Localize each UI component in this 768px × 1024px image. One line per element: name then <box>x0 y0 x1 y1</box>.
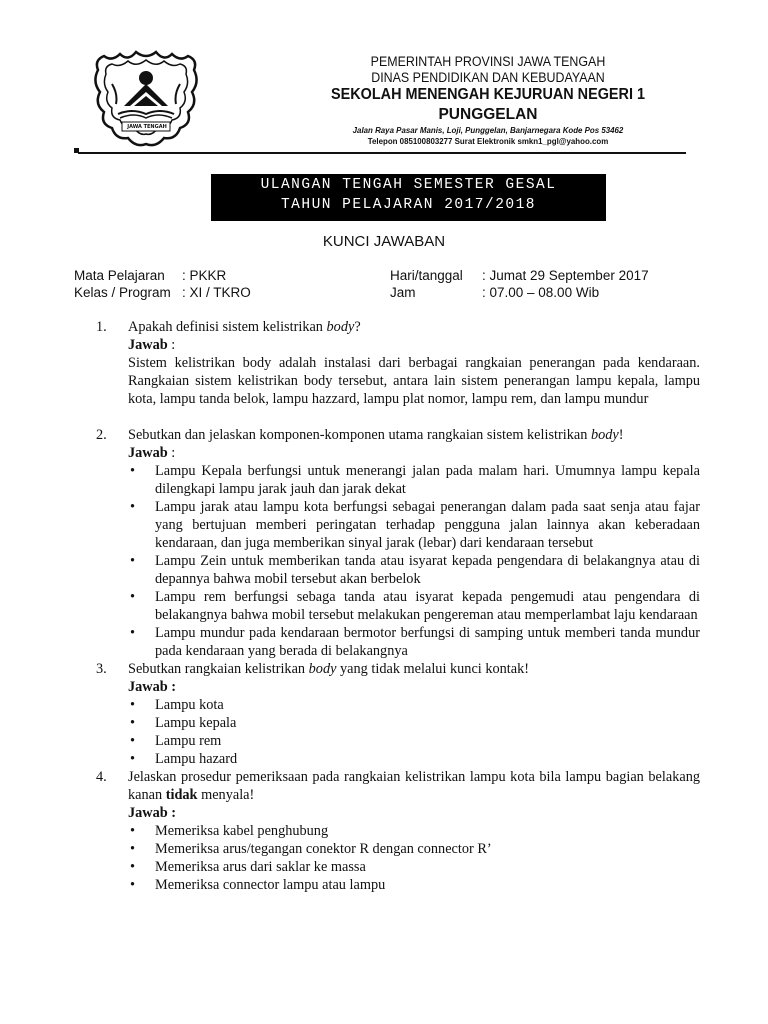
answer-bullet: • Memeriksa connector lampu atau lampu <box>128 876 700 894</box>
exam-title-box <box>211 174 606 221</box>
day-date-label: Hari/tanggal <box>390 268 463 283</box>
answer-bullet: • Memeriksa arus dari saklar ke massa <box>128 858 700 876</box>
question-text <box>128 768 700 804</box>
question-emphasis: body <box>308 661 337 677</box>
school-address: Jalan Raya Pasar Manis, Loji, Punggelan, Banjarnegara Kode Pos 53462 <box>352 125 624 135</box>
question-text <box>128 426 700 444</box>
answer-bullet: • Lampu kota <box>128 696 700 714</box>
question-number: 1. <box>96 319 107 335</box>
question-text-part: menyala! <box>197 787 255 803</box>
answer-bullet: • Lampu hazard <box>128 750 700 768</box>
provincial-crest-logo <box>90 48 202 152</box>
answer-bullet-list <box>128 462 700 660</box>
answer-bullet: • Lampu Zein untuk memberikan tanda atau isyarat kepada pengendara di belakangnya atau di depannya bahwa mobil tersebut akan berbelok <box>128 552 700 588</box>
answer-bullet: • Lampu jarak atau lampu kota berfungsi sebagai penerangan dalam pada saat senja atau fajar yang bertujuan memberi peringatan terhadap pengguna jalan lainnya akan keberadaan kendaraan, dan juga memberikan sinyal jarak (lebar) dari kendaraan tersebut <box>128 498 700 552</box>
time-value: : 07.00 – 08.00 Wib <box>482 285 600 300</box>
question-emphasis: body <box>326 319 355 335</box>
question-item <box>90 660 700 768</box>
school-location-line: PUNGGELAN <box>438 106 538 123</box>
exam-title: ULANGAN TENGAH SEMESTER GESAL <box>260 177 557 193</box>
school-contact: Telepon 085100803277 Surat Elektronik smkn1_pgl@yahoo.com <box>367 136 609 146</box>
question-text-part: Sebutkan rangkaian kelistrikan <box>128 661 309 677</box>
question-text-part: yang tidak melalui kunci kontak! <box>336 661 530 677</box>
question-text-part: Jelaskan prosedur pemeriksaan pada rangkaian kelistrikan lampu kota bila lampu bagian belakang kanan <box>128 769 700 803</box>
answer-label-text: Jawab <box>128 337 168 353</box>
question-text <box>128 660 700 678</box>
subject-label: Mata Pelajaran <box>74 268 165 283</box>
logo-text: JAWA TENGAH <box>127 124 167 130</box>
answer-bullet-list <box>128 822 700 894</box>
answer-label: Jawab : <box>128 679 177 695</box>
answer-text: Sistem kelistrikan body adalah instalasi dari berbagai rangkaian penerangan pada kendaraan. Rangkaian sistem kelistrikan body tersebut, antara lain sistem penerangan lampu kepala, lampu kota, lampu tanda belok, lampu hazzard, lampu plat nomor, lampu rem, dan lampu mundur <box>128 355 700 407</box>
question-item <box>90 318 700 408</box>
government-line: PEMERINTAH PROVINSI JAWA TENGAH <box>370 54 606 69</box>
letterhead-divider <box>78 152 686 154</box>
subject-value: : PKKR <box>182 268 227 283</box>
answer-label <box>128 336 700 354</box>
question-item <box>90 768 700 894</box>
answer-bullet: • Lampu rem berfungsi sebaga tanda atau isyarat kepada pengemudi atau pengendara di belakangnya bahwa mobil tersebut melakukan pengereman atau memperlambat laju kendaraan <box>128 588 700 624</box>
question-number: 4. <box>96 769 107 785</box>
time-label: Jam <box>390 285 416 300</box>
department-line: DINAS PENDIDIKAN DAN KEBUDAYAAN <box>371 70 605 85</box>
answer-bullet: • Memeriksa arus/tegangan conektor R dengan connector R’ <box>128 840 700 858</box>
answer-label <box>128 444 700 462</box>
answer-bullet: • Lampu Kepala berfungsi untuk menerangi jalan pada malam hari. Umumnya lampu kepala dilengkapi lampu jarak jauh dan jarak dekat <box>128 462 700 498</box>
question-text-part: ! <box>618 427 624 443</box>
answer-label-colon: : <box>167 445 176 461</box>
question-emphasis: body <box>590 427 619 443</box>
question-text-part: ? <box>354 319 361 335</box>
answer-label-text: Jawab <box>128 445 168 461</box>
academic-year: TAHUN PELAJARAN 2017/2018 <box>280 197 537 213</box>
school-name-line: SEKOLAH MENENGAH KEJURUAN NEGERI 1 <box>331 86 645 103</box>
question-number: 2. <box>96 427 107 443</box>
answer-label-colon: : <box>167 337 176 353</box>
page-title: KUNCI JAWABAN <box>322 233 446 250</box>
question-text-part: Apakah definisi sistem kelistrikan <box>128 319 327 335</box>
question-number: 3. <box>96 661 107 677</box>
day-date-value: : Jumat 29 September 2017 <box>482 268 649 283</box>
question-item <box>90 426 700 660</box>
answer-key-list <box>90 318 700 894</box>
answer-bullet-list <box>128 696 700 768</box>
question-emphasis: tidak <box>165 787 198 803</box>
answer-bullet: • Lampu rem <box>128 732 700 750</box>
class-value: : XI / TKRO <box>182 285 251 300</box>
answer-bullet: • Memeriksa kabel penghubung <box>128 822 700 840</box>
question-text <box>128 318 700 336</box>
question-text-part: Sebutkan dan jelaskan komponen-komponen utama rangkaian sistem kelistrikan <box>128 427 591 443</box>
answer-label: Jawab : <box>128 805 177 821</box>
answer-bullet: • Lampu kepala <box>128 714 700 732</box>
class-label: Kelas / Program <box>74 285 171 300</box>
answer-bullet: • Lampu mundur pada kendaraan bermotor berfungsi di samping untuk memberi tanda mundur pada kendaraan yang berada di belakangnya <box>128 624 700 660</box>
